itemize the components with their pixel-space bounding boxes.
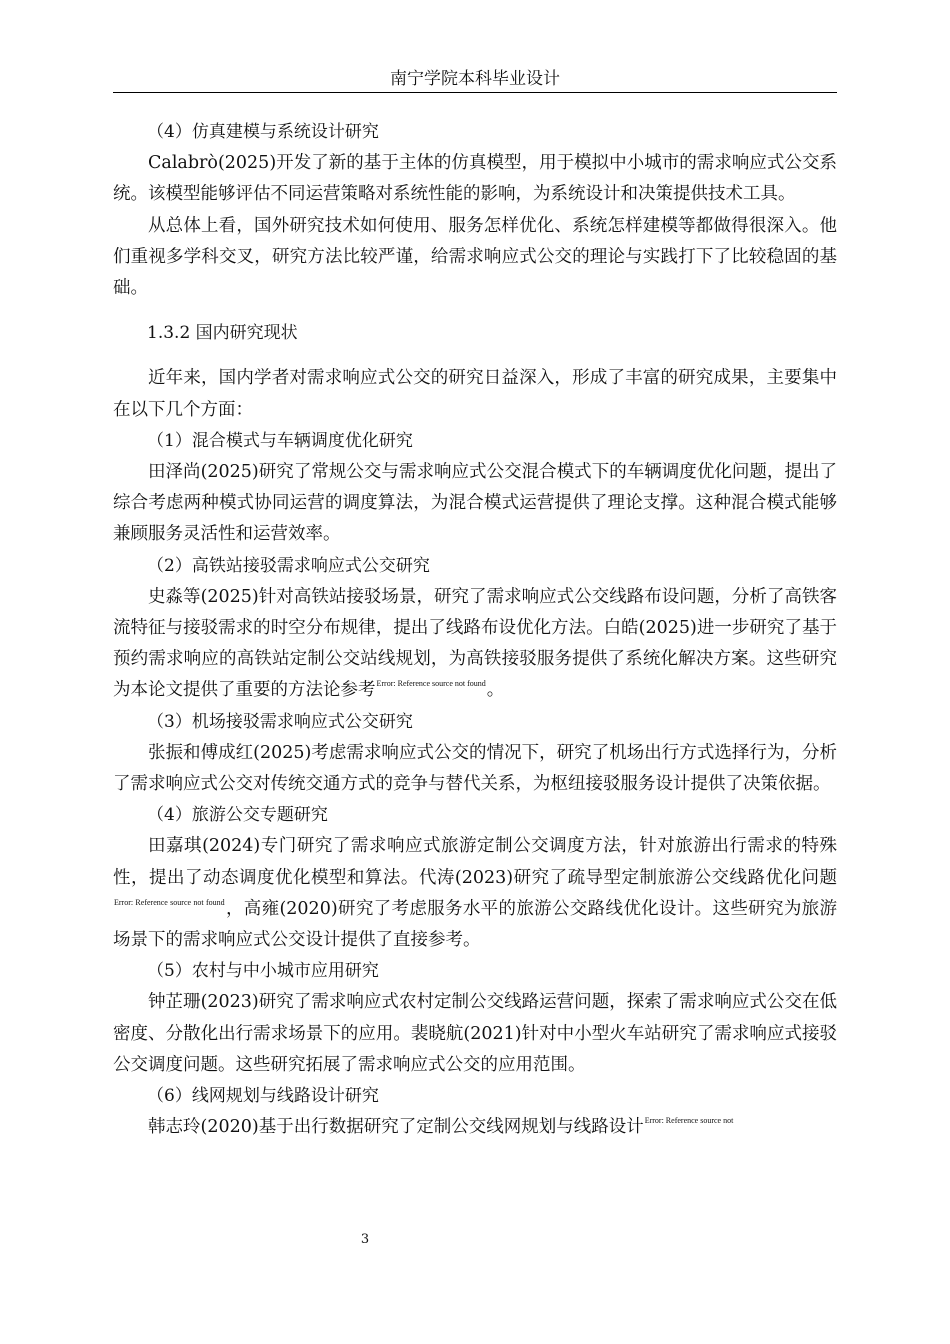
heading-tourism: （4）旅游公交专题研究 <box>147 805 328 826</box>
page-number: 3 <box>360 1232 370 1247</box>
paragraph-text-cont: ，高雍(2020)研究了考虑服务水平的旅游公交路线优化设计。这些研究为旅游场景下的需求响应式公交设计提供了直接参考。 <box>113 898 837 951</box>
reference-error: Error: Reference source not <box>644 1116 734 1126</box>
reference-error: Error: Reference source not found <box>114 897 225 907</box>
paragraph-high-speed-rail <box>113 582 837 707</box>
paragraph-rural: 钟芷珊(2023)研究了需求响应式农村定制公交线路运营问题，探索了需求响应式公交在低密度、分散化出行需求场景下的应用。裴晓航(2021)针对中小型火车站研究了需求响应式接驳公交调度问题。这些研究拓展了需求响应式公交的应用范围。 <box>113 992 837 1075</box>
paragraph-domestic-intro: 近年来，国内学者对需求响应式公交的研究日益深入，形成了丰富的研究成果，主要集中在以下几个方面： <box>113 368 837 420</box>
reference-error: Error: Reference source not found <box>376 679 486 689</box>
paragraph-foreign-summary: 从总体上看，国外研究技术如何使用、服务怎样优化、系统怎样建模等都做得很深入。他们重视多学科交叉，研究方法比较严谨，给需求响应式公交的理论与实践打下了比较稳固的基础。 <box>113 215 837 299</box>
paragraph-text: 田嘉琪(2024)专门研究了需求响应式旅游定制公交调度方法，针对旅游出行需求的特殊性，提出了动态调度优化模型和算法。代涛(2023)研究了疏导型定制旅游公交线路优化问题 <box>113 836 837 888</box>
heading-network-planning: （6）线网规划与线路设计研究 <box>147 1086 379 1107</box>
heading-simulation-modeling: （4）仿真建模与系统设计研究 <box>147 122 379 142</box>
paragraph-text: 韩志玲(2020)基于出行数据研究了定制公交线网规划与线路设计 <box>148 1117 644 1138</box>
heading-rural: （5）农村与中小城市应用研究 <box>147 961 379 982</box>
heading-high-speed-rail: （2）高铁站接驳需求响应式公交研究 <box>147 555 430 576</box>
paragraph-airport: 张振和傅成红(2025)考虑需求响应式公交的情况下，研究了机场出行方式选择行为，分析了需求响应式公交对传统交通方式的竞争与替代关系，为枢纽接驳服务设计提供了决策依据。 <box>113 742 837 795</box>
paragraph-mixed-mode: 田泽尚(2025)研究了常规公交与需求响应式公交混合模式下的车辆调度优化问题，提出了综合考虑两种模式协同运营的调度算法，为混合模式运营提供了理论支撑。这种混合模式能够兼顾服务灵活性和运营效率。 <box>113 462 837 545</box>
heading-mixed-mode: （1）混合模式与车辆调度优化研究 <box>147 430 413 451</box>
paragraph-network-planning <box>113 1112 837 1143</box>
paragraph-text: 史淼等(2025)针对高铁站接驳场景，研究了需求响应式公交线路布设问题，分析了高铁客流特征与接驳需求的时空分布规律，提出了线路布设优化方法。白皓(2025)进一步研究了基于预约需求响应的高铁站定制公交站线规划，为高铁接驳服务提供了系统化解决方案。这些研究为本论文提供了重要的方法论参考 <box>113 586 837 701</box>
paragraph-calabro: Calabrò(2025)开发了新的基于主体的仿真模型，用于模拟中小城市的需求响应式公交系统。该模型能够评估不同运营策略对系统性能的影响，为系统设计和决策提供技术工具。 <box>113 153 837 205</box>
subsection-title-domestic: 1.3.2 国内研究现状 <box>147 323 298 344</box>
header-divider <box>113 92 837 93</box>
document-body <box>113 117 837 1144</box>
paragraph-tail: 。 <box>486 680 505 701</box>
paragraph-tourism <box>113 831 837 956</box>
heading-airport: （3）机场接驳需求响应式公交研究 <box>147 711 413 732</box>
page-header-title: 南宁学院本科毕业设计 <box>390 69 560 89</box>
